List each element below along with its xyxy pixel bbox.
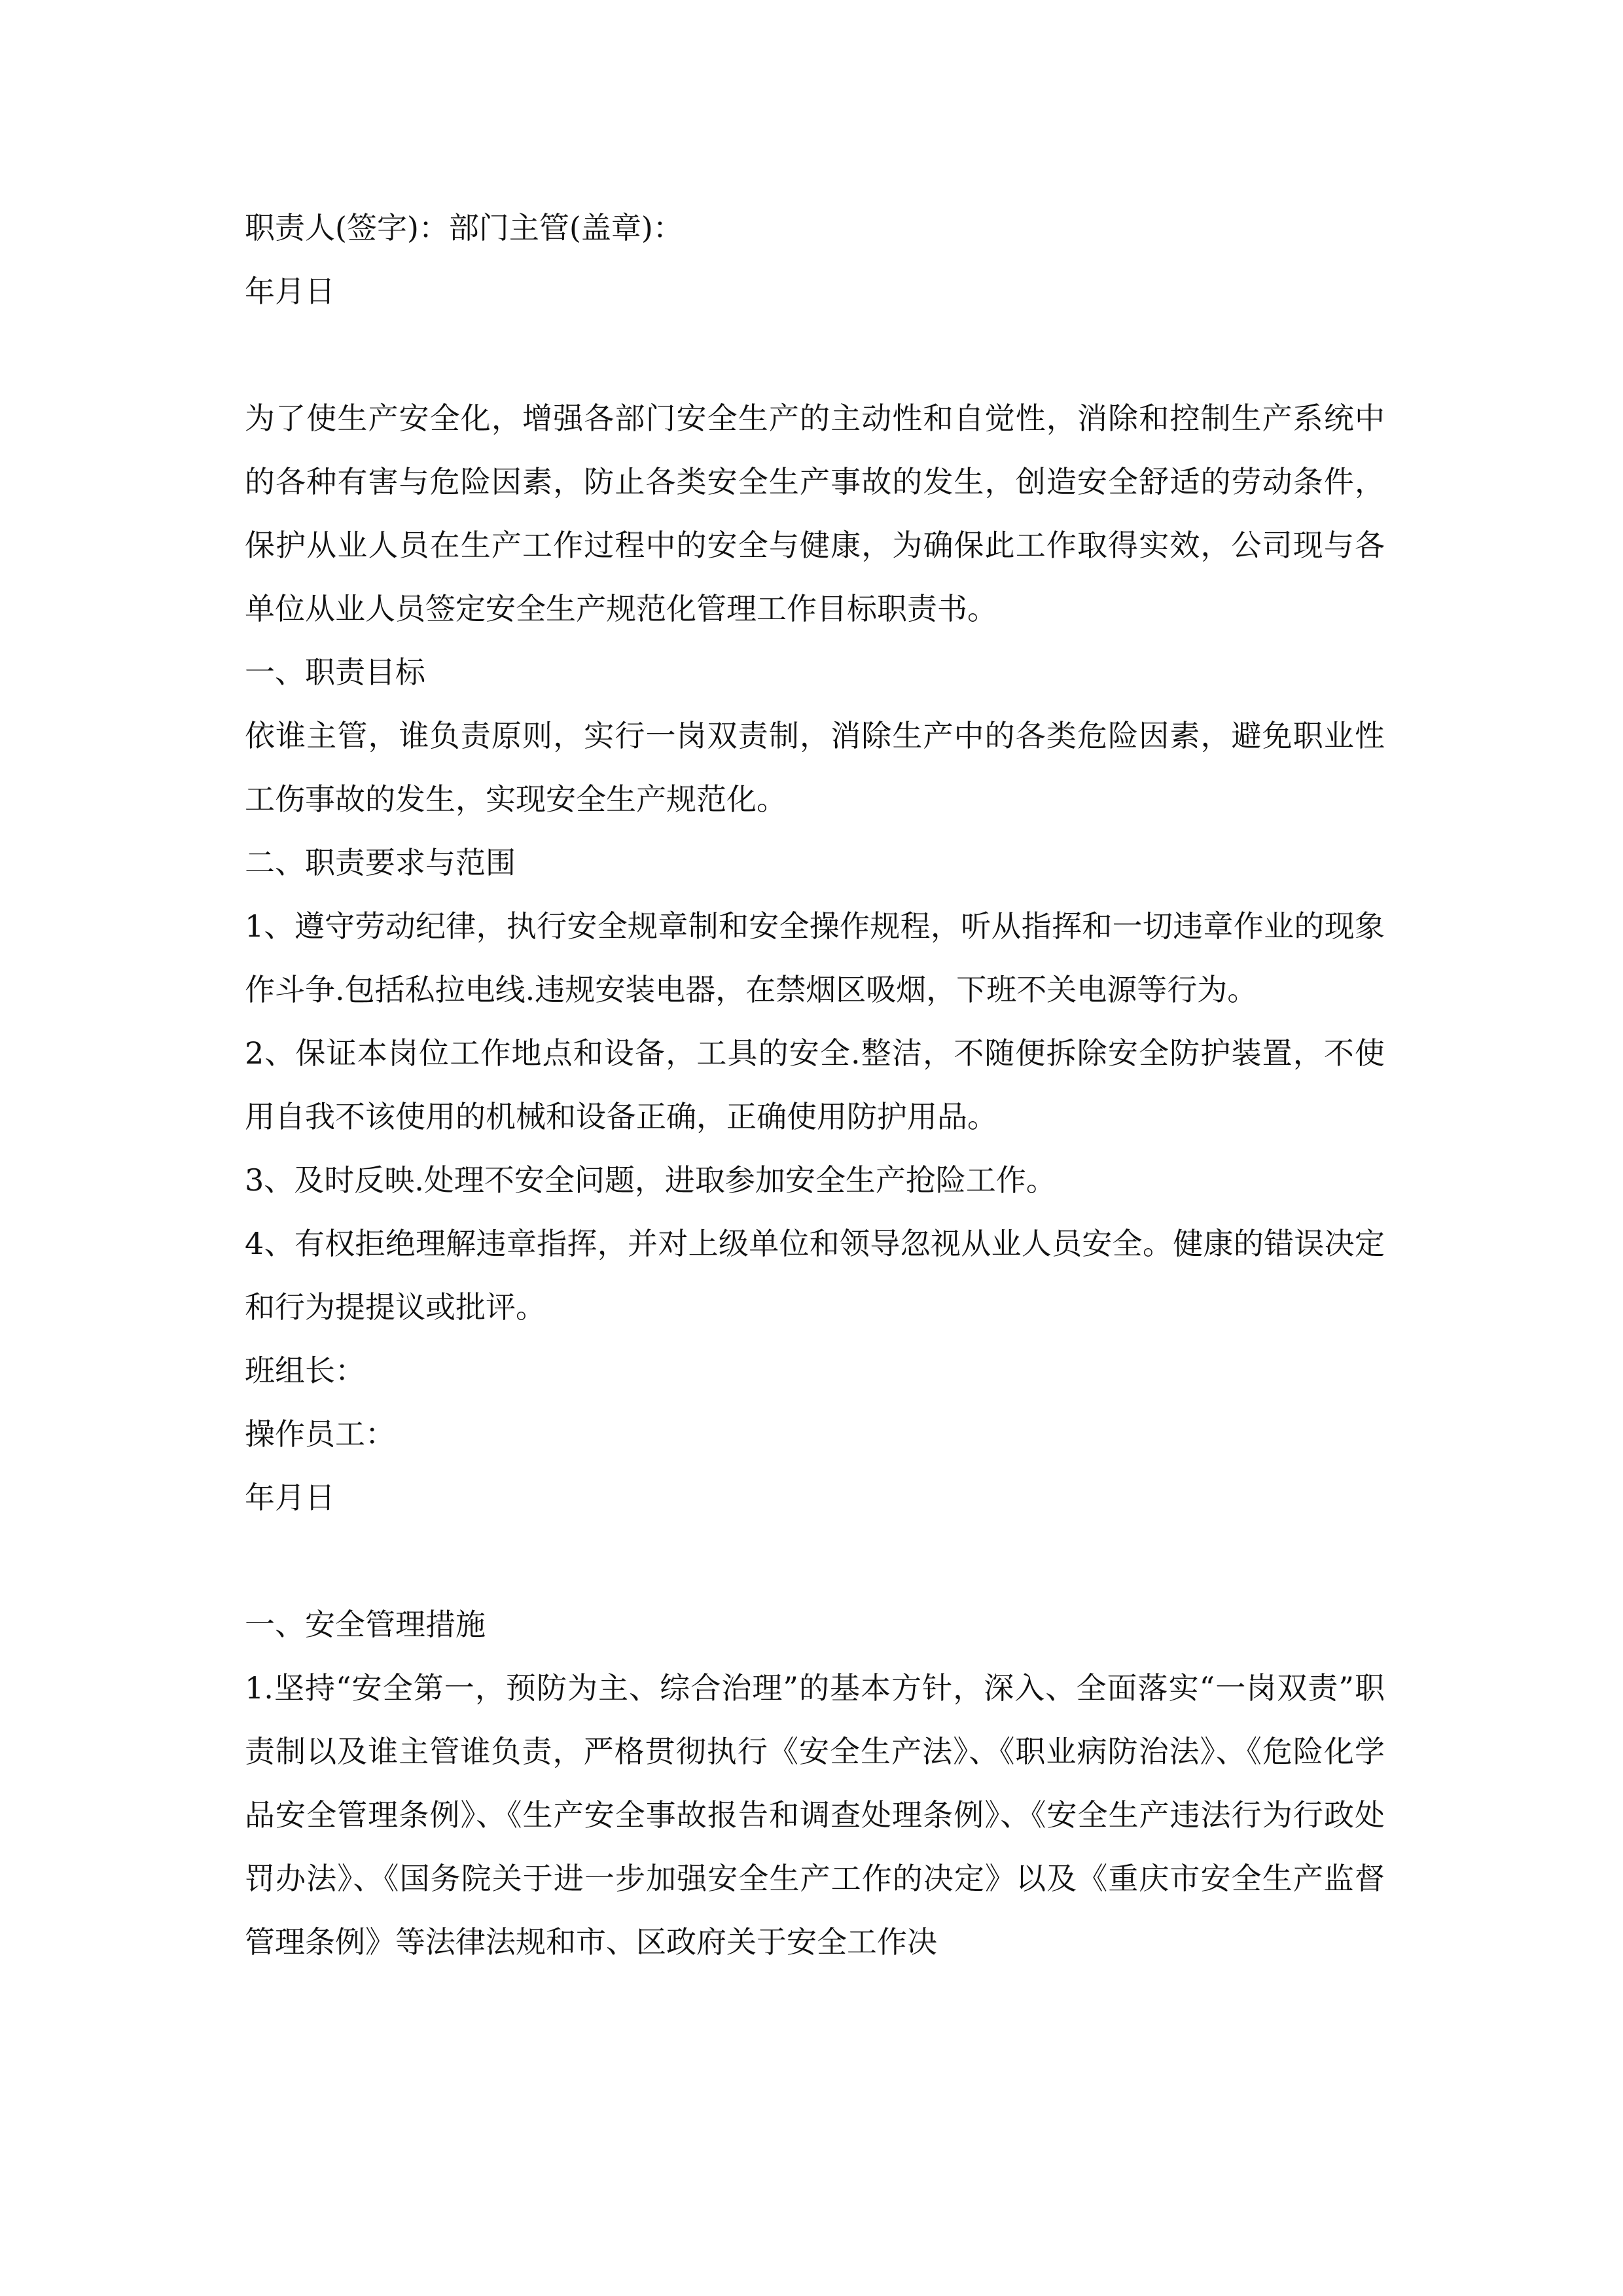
requirement-item-3: 3、及时反映.处理不安全问题，进取参加安全生产抢险工作。 xyxy=(245,1162,1056,1198)
section-heading-responsibility-goal: 一、职责目标 xyxy=(245,655,425,690)
requirement-item-2: 2、保证本岗位工作地点和设备，工具的安全.整洁，不随便拆除安全防护装置，不使用自我不该使用的机械和设备正确，正确使用防护用品。 xyxy=(245,1035,1385,1134)
document-content xyxy=(245,196,1385,1974)
operator-line: 操作员工： xyxy=(245,1416,395,1452)
blank-space xyxy=(245,323,1385,387)
blank-space-second xyxy=(245,1530,1385,1593)
intro-paragraph: 为了使生产安全化，增强各部门安全生产的主动性和自觉性，消除和控制生产系统中的各种有害与危险因素，防止各类安全生产事故的发生，创造安全舒适的劳动条件，保护从业人员在生产工作过程中的安全与健康，为确保此工作取得实效，公司现与各单位从业人员签定安全生产规范化管理工作目标职责书。 xyxy=(245,401,1385,626)
signature-line: 职责人(签字)：部门主管(盖章)： xyxy=(245,210,683,245)
safety-management-heading: 一、安全管理措施 xyxy=(245,1607,486,1642)
date-line: 年月日 xyxy=(245,274,335,309)
team-leader-line: 班组长： xyxy=(245,1353,365,1388)
section-heading-requirements-scope: 二、职责要求与范围 xyxy=(245,845,516,880)
requirement-item-4: 4、有权拒绝理解违章指挥，并对上级单位和领导忽视从业人员安全。健康的错误决定和行为提提议或批评。 xyxy=(245,1226,1385,1325)
responsibility-goal-paragraph: 依谁主管，谁负责原则，实行一岗双责制，消除生产中的各类危险因素，避免职业性工伤事故的发生，实现安全生产规范化。 xyxy=(245,718,1385,817)
requirement-item-1: 1、遵守劳动纪律，执行安全规章制和安全操作规程，听从指挥和一切违章作业的现象作斗争.包括私拉电线.违规安装电器，在禁烟区吸烟，下班不关电源等行为。 xyxy=(245,908,1385,1007)
second-date-line: 年月日 xyxy=(245,1480,335,1515)
safety-management-item-1: 1.坚持“安全第一，预防为主、综合治理”的基本方针，深入、全面落实“一岗双责”职责制以及谁主管谁负责，严格贯彻执行《安全生产法》、《职业病防治法》、《危险化学品安全管理条例》、《生产安全事故报告和调查处理条例》、《安全生产违法行为行政处罚办法》、《国务院关于进一步加强安全生产工作的决定》以及《重庆市安全生产监督管理条例》等法律法规和市、区政府关于安全工作决 xyxy=(245,1670,1385,1960)
